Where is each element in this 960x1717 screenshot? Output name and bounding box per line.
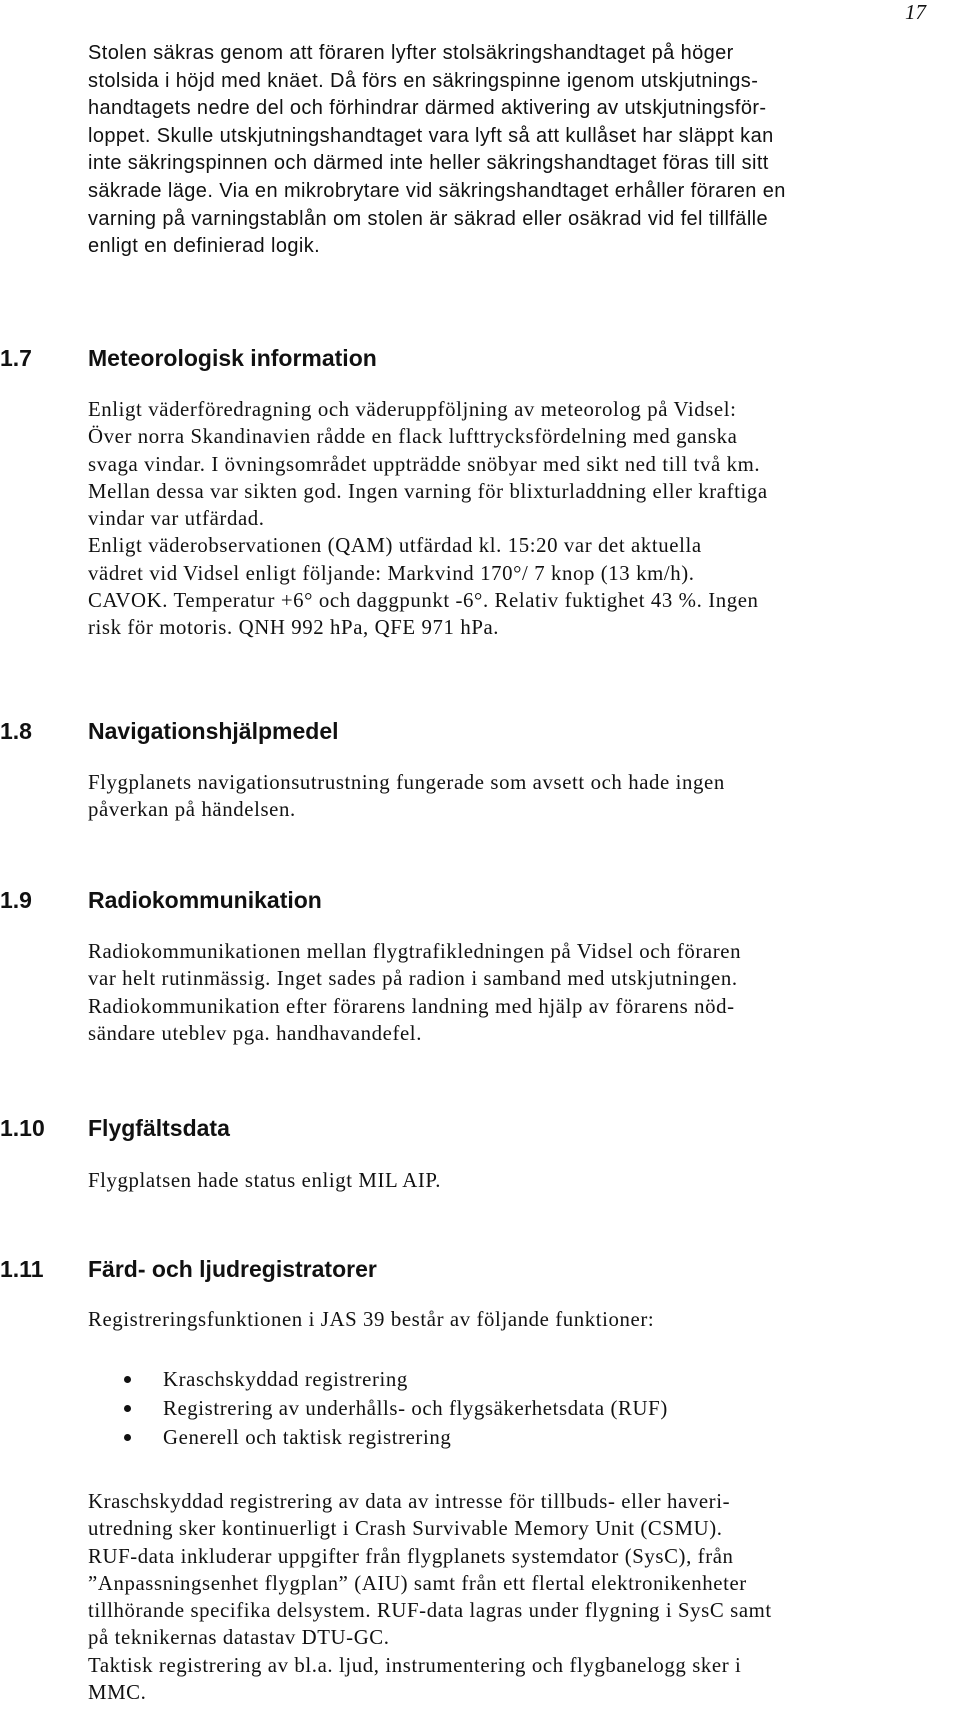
list-item: Generell och taktisk registrering bbox=[124, 1423, 668, 1452]
section-number: 1.9 bbox=[0, 887, 32, 913]
list-item: Kraschskyddad registrering bbox=[124, 1365, 668, 1394]
bullet-icon bbox=[124, 1434, 131, 1441]
section-body-1-10: Flygplatsen hade status enligt MIL AIP. bbox=[88, 1169, 442, 1192]
section-number: 1.7 bbox=[0, 345, 32, 371]
page-number: 17 bbox=[905, 0, 926, 24]
section-body-1-9: Radiokommunikationen mellan flygtrafikledningen på Vidsel och föraren var helt rutinmässig. Inget sades på radion i samband med utskjutningen. Radiokommunikation efter förarens landning med hjälp av förarens nöd- sändare uteblev pga. handhavandefel. bbox=[88, 940, 742, 1045]
section-number: 1.8 bbox=[0, 718, 32, 744]
section-title: Flygfältsdata bbox=[88, 1115, 230, 1141]
intro-paragraph: Stolen säkras genom att föraren lyfter stolsäkringshandtaget på höger stolsida i höjd med knäet. Då förs en säkringspinne igenom utskjutnings- handtagets nedre del och förhindrar därmed aktivering av utskjutningsför- loppet. Skulle utskjutningshandtaget vara lyft så att kullåset har släppt kan inte säkringspinnen och därmed inte heller säkringshandtaget föras till sitt säkrade läge. Via en mikrobrytare vid säkringshandtaget erhåller föraren en varning på varningstablån om stolen är säkrad eller osäkrad vid fel tillfälle enligt en definierad logik. bbox=[88, 42, 786, 258]
section-title: Navigationshjälpmedel bbox=[88, 718, 339, 744]
bullet-icon bbox=[124, 1376, 131, 1383]
section-body-1-7: Enligt väderföredragning och väderuppföljning av meteorolog på Vidsel: Över norra Skandinavien rådde en flack lufttrycksfördelning med ganska svaga vindar. I övningsområdet uppträdde snöbyar med sikt ned till två km. Mellan dessa var sikten god. Ingen varning för blixturladdning eller kraftiga vindar var utfärdad. Enligt väderobservationen (QAM) utfärdad kl. 15:20 var det aktuella vädret vid Vidsel enligt följande: Markvind 170°/ 7 knop (13 km/h). CAVOK. Temperatur +6° och daggpunkt -6°. Relativ fuktighet 43 %. Ingen risk för motoris. QNH 992 hPa, QFE 971 hPa. bbox=[88, 398, 768, 640]
section-body-1-11: Registreringsfunktionen i JAS 39 består av följande funktioner: bbox=[88, 1308, 655, 1331]
bullet-list bbox=[124, 1365, 668, 1452]
section-title: Färd- och ljudregistratorer bbox=[88, 1256, 377, 1282]
section-number: 1.11 bbox=[0, 1256, 44, 1282]
section-body-1-8: Flygplanets navigationsutrustning fungerade som avsett och hade ingen påverkan på händelsen. bbox=[88, 771, 725, 822]
section-title: Meteorologisk information bbox=[88, 345, 377, 371]
section-title: Radiokommunikation bbox=[88, 887, 322, 913]
bullet-icon bbox=[124, 1405, 131, 1412]
list-item: Registrering av underhålls- och flygsäkerhetsdata (RUF) bbox=[124, 1394, 668, 1423]
closing-paragraph: Kraschskyddad registrering av data av intresse för tillbuds- eller haveri- utredning sker kontinuerligt i Crash Survivable Memory Unit (CSMU). RUF-data inkluderar uppgifter från flygplanets systemdator (SysC), från ”Anpassningsenhet flygplan” (AIU) samt från ett flertal elektronikenheter tillhörande specifika delsystem. RUF-data lagras under flygning i SysC samt på teknikernas datastav DTU-GC. Taktisk registrering av bl.a. ljud, instrumentering och flygbanelogg sker i MMC. bbox=[88, 1490, 772, 1705]
section-number: 1.10 bbox=[0, 1115, 45, 1141]
